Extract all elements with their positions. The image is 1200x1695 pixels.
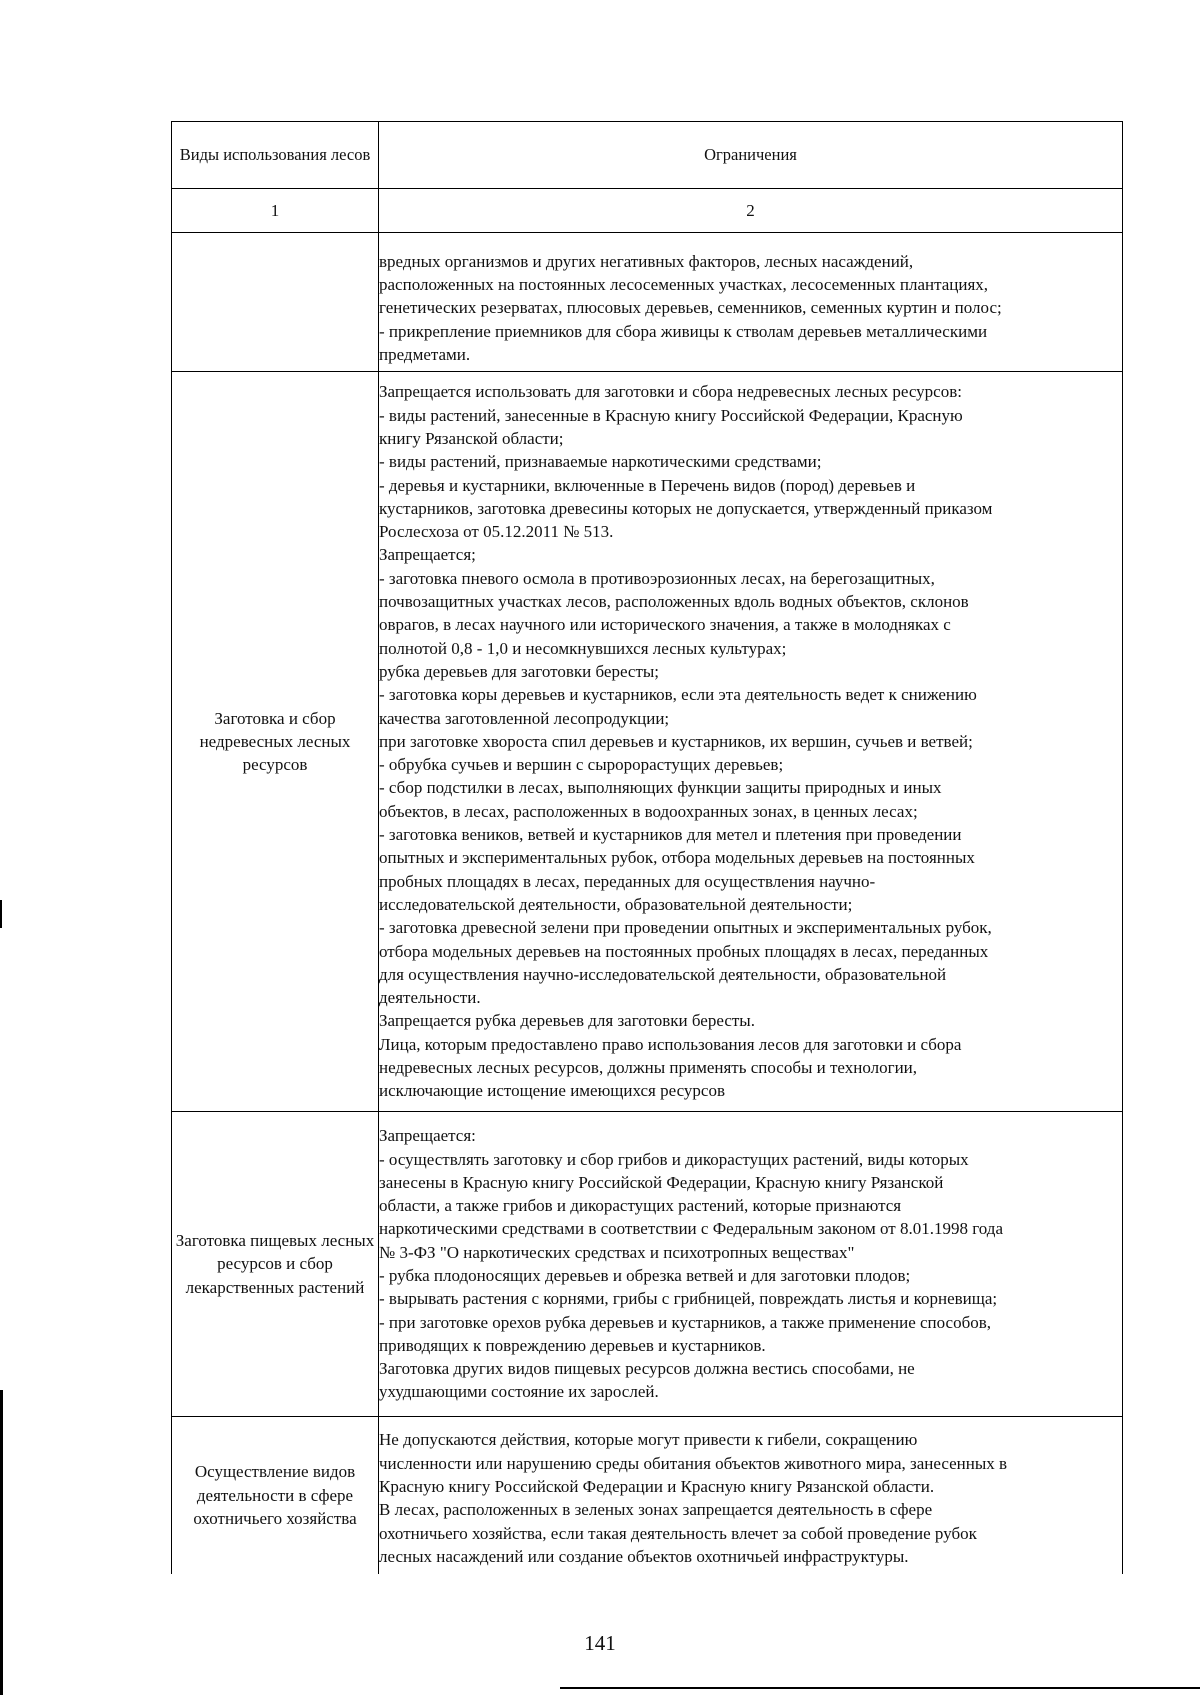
restriction-line: - обрубка сучьев и вершин с сыророрастущих деревьев; [379, 755, 784, 775]
table-row [172, 233, 1123, 372]
restriction-line: оврагов, в лесах научного или исторического значения, а также в молодняках с [379, 615, 951, 635]
page-number: 141 [584, 1631, 616, 1655]
table-header-row [172, 122, 1123, 189]
restriction-line: В лесах, расположенных в зеленых зонах запрещается деятельность в сфере [379, 1500, 933, 1520]
header-cell-forest-use: Виды использования лесов [172, 122, 379, 189]
restriction-line: Запрещается рубка деревьев для заготовки бересты. [379, 1011, 755, 1031]
column-number-2: 2 [379, 189, 1123, 233]
column-number-row [172, 189, 1123, 233]
restriction-line: Лица, которым предоставлено право использования лесов для заготовки и сбора [379, 1034, 962, 1054]
restriction-line: опытных и экспериментальных рубок, отбора модельных деревьев на постоянных [379, 848, 975, 868]
restriction-line: при заготовке хвороста спил деревьев и кустарников, их вершин, сучьев и ветвей; [379, 731, 973, 751]
restriction-line: - виды растений, признаваемые наркотическими средствами; [379, 452, 822, 472]
restriction-line: предметами. [379, 344, 471, 364]
restriction-line: - рубка плодоносящих деревьев и обрезка ветвей и для заготовки плодов; [379, 1266, 911, 1285]
forest-use-type-cell: Осуществление видов деятельности в сфере охотничьего хозяйства [172, 1417, 379, 1574]
restrictions-cell [379, 372, 1123, 1112]
restriction-line: недревесных лесных ресурсов, должны применять способы и технологии, [379, 1058, 918, 1077]
restriction-line: - прикрепление приемников для сбора живицы к стволам деревьев металлическими [379, 321, 988, 341]
restriction-line: - сбор подстилки в лесах, выполняющих функции защиты природных и иных [379, 778, 942, 798]
forest-use-type-cell [172, 233, 379, 372]
restriction-line: - заготовка коры деревьев и кустарников, если эта деятельность ведет к снижению [379, 685, 977, 705]
restriction-line: генетических резерватах, плюсовых деревьев, семенников, семенных куртин и полос; [379, 298, 1002, 318]
restriction-line: приводящих к повреждению деревьев и кустарников. [379, 1335, 766, 1355]
table-row [172, 1112, 1123, 1417]
restriction-line: вредных организмов и других негативных факторов, лесных насаждений, [379, 251, 914, 271]
table-row [172, 372, 1123, 1112]
restriction-line: расположенных на постоянных лесосеменных участках, лесосеменных плантациях, [379, 275, 989, 295]
restriction-line: - виды растений, занесенные в Красную книгу Российской Федерации, Красную [379, 405, 963, 425]
restriction-line: - заготовка пневого осмола в противоэрозионных лесах, на берегозащитных, [379, 568, 935, 588]
restriction-line: № 3-ФЗ "О наркотических средствах и психотропных веществах" [379, 1242, 855, 1262]
restriction-line: ухудшающими состояние их зарослей. [379, 1382, 659, 1402]
restriction-line: - заготовка веников, ветвей и кустарников для метел и плетения при проведении [379, 825, 962, 845]
restriction-line: отбора модельных деревьев на постоянных пробных площадях в лесах, переданных [379, 941, 989, 961]
restriction-line: Не допускаются действия, которые могут привести к гибели, сокращению [379, 1430, 918, 1450]
restriction-line: для осуществления научно-исследовательской деятельности, образовательной [379, 964, 947, 984]
header-cell-restrictions: Ограничения [379, 122, 1123, 189]
restrictions-cell [379, 1417, 1123, 1574]
restriction-line: численности или нарушению среды обитания объектов животного мира, занесенных в [379, 1453, 1008, 1473]
restriction-line: Запрещается использовать для заготовки и сбора недревесных лесных ресурсов: [379, 382, 962, 402]
restriction-line: исключающие истощение имеющихся ресурсов [379, 1081, 725, 1101]
forest-use-type-cell: Заготовка пищевых лесных ресурсов и сбор лекарственных растений [172, 1112, 379, 1417]
restriction-line: объектов, в лесах, расположенных в водоохранных зонах, в ценных лесах; [379, 801, 918, 821]
restriction-line: занесены в Красную книгу Российской Федерации, Красную книгу Рязанской [379, 1172, 944, 1192]
restriction-line: кустарников, заготовка древесины которых не допускается, утвержденный приказом [379, 498, 993, 518]
restriction-line: - осуществлять заготовку и сбор грибов и дикорастущих растений, виды которых [379, 1149, 969, 1169]
restriction-line: почвозащитных участках лесов, расположенных вдоль водных объектов, склонов [379, 592, 969, 612]
restriction-line: Красную книгу Российской Федерации и Красную книгу Рязанской области. [379, 1476, 935, 1496]
scan-bottom-rule [560, 1687, 1200, 1689]
restriction-line: деятельности. [379, 988, 481, 1008]
restriction-line: качества заготовленной лесопродукции; [379, 708, 670, 728]
restriction-line: - при заготовке орехов рубка деревьев и кустарников, а также применение способов, [379, 1312, 992, 1332]
restrictions-table [171, 121, 1123, 1574]
column-number-1: 1 [172, 189, 379, 233]
table-row [172, 1417, 1123, 1574]
restriction-line: полнотой 0,8 - 1,0 и несомкнувшихся лесных культурах; [379, 638, 787, 658]
restriction-line: - заготовка древесной зелени при проведении опытных и экспериментальных рубок, [379, 918, 992, 938]
restriction-line: Рослесхоза от 05.12.2011 № 513. [379, 522, 614, 542]
restrictions-cell [379, 233, 1123, 372]
restriction-line: лесных насаждений или создание объектов охотничьей инфраструктуры. [379, 1546, 909, 1566]
scan-left-edge-tick [0, 900, 2, 928]
restriction-line: - вырывать растения с корнями, грибы с грибницей, повреждать листья и корневища; [379, 1289, 998, 1309]
restriction-line: Заготовка других видов пищевых ресурсов должна вестись способами, не [379, 1359, 915, 1379]
restriction-line: Запрещается: [379, 1126, 476, 1146]
restriction-line: наркотическими средствами в соответствии с Федеральным законом от 8.01.1998 года [379, 1219, 1003, 1239]
restriction-line: пробных площадях в лесах, переданных для осуществления научно- [379, 871, 876, 891]
restriction-line: - деревья и кустарники, включенные в Перечень видов (пород) деревьев и [379, 475, 916, 495]
restriction-line: рубка деревьев для заготовки бересты; [379, 661, 660, 681]
restriction-line: Запрещается; [379, 545, 476, 565]
forest-use-type-cell: Заготовка и сбор недревесных лесных ресурсов [172, 372, 379, 1112]
restriction-line: книгу Рязанской области; [379, 428, 564, 448]
restrictions-cell [379, 1112, 1123, 1417]
restriction-line: исследовательской деятельности, образовательной деятельности; [379, 894, 853, 914]
restriction-line: области, а также грибов и дикорастущих растений, которые признаются [379, 1196, 902, 1216]
restriction-line: охотничьего хозяйства, если такая деятельность влечет за собой проведение рубок [379, 1523, 977, 1543]
